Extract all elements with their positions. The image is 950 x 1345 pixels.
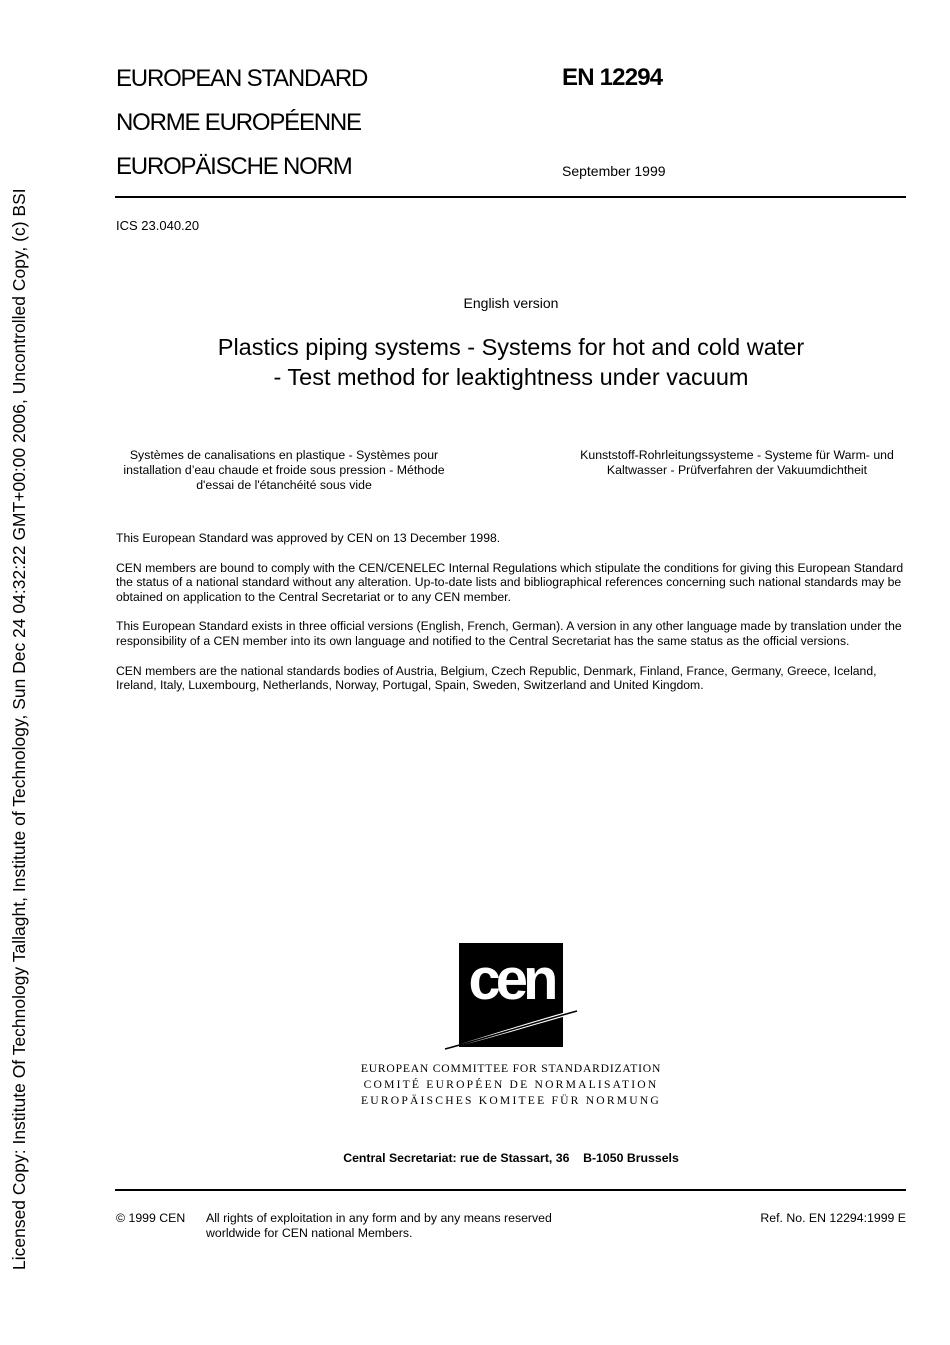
license-watermark: Licensed Copy: Institute Of Technology Tallaght, Institute of Technology, Sun Dec 24 04:32:22 GMT+00:00 2006, Uncontrolled Copy, (c) BSI: [9, 188, 29, 1270]
french-title: Systèmes de canalisations en plastique - Systèmes pour installation d’eau chaude et froide sous pression - Méthode d'essai de l'étanchéité sous vide: [123, 448, 445, 492]
header-divider: [115, 196, 906, 198]
secretariat-address: Central Secretariat: rue de Stassart, 36 B-1050 Brussels: [343, 1151, 679, 1165]
header-title-de: EUROPÄISCHE NORM: [116, 153, 352, 180]
org-name-en: EUROPEAN COMMITTEE FOR STANDARDIZATION: [360, 1062, 662, 1075]
copyright-notice: © 1999 CEN: [116, 1211, 186, 1225]
german-title: Kunststoff-Rohrleitungssysteme - Systeme für Warm- und Kaltwasser - Prüfverfahren der Vakuumdichtheit: [580, 448, 894, 477]
version-label: English version: [463, 295, 559, 311]
header-title-en: EUROPEAN STANDARD: [116, 65, 368, 92]
reference-number: Ref. No. EN 12294:1999 E: [760, 1211, 906, 1225]
rights-statement: All rights of exploitation in any form and by any means reserved worldwide for CEN national Members.: [206, 1211, 552, 1240]
logo-text: cen: [468, 947, 554, 1012]
cen-logo-icon: [443, 943, 579, 1050]
publication-date: September 1999: [562, 163, 666, 179]
document-title: Plastics piping systems - Systems for hot and cold water - Test method for leaktightness under vacuum: [217, 334, 805, 390]
header-title-fr: NORME EUROPÉENNE: [116, 109, 361, 136]
ics-code: ICS 23.040.20: [116, 218, 200, 233]
paragraph-obligations: CEN members are bound to comply with the CEN/CENELEC Internal Regulations which stipulate the conditions for giving this European Standard the status of a national standard without any alteration. Up-to-date lists and bibliographical references concerning such national standards may be obtained on application to the Central Secretariat or to any CEN member.: [116, 560, 904, 604]
approval-text: [116, 531, 906, 708]
org-name-fr: COMITÉ EUROPÉEN DE NORMALISATION: [363, 1078, 659, 1091]
paragraph-versions: This European Standard exists in three official versions (English, French, German). A version in any other language made by translation under the responsibility of a CEN member into its own language and notified to the Central Secretariat has the same status as the official versions.: [116, 619, 902, 648]
paragraph-approval: This European Standard was approved by CEN on 13 December 1998.: [116, 531, 501, 545]
paragraph-members: CEN members are the national standards bodies of Austria, Belgium, Czech Republic, Denmark, Finland, France, Germany, Greece, Iceland, Ireland, Italy, Luxembourg, Netherlands, Norway, Portugal, Spain, Sweden, Switzerland and United Kingdom.: [116, 663, 877, 693]
org-name-de: EUROPÄISCHES KOMITEE FÜR NORMUNG: [360, 1094, 662, 1107]
standard-number: EN 12294: [562, 64, 663, 91]
footer-divider: [115, 1189, 906, 1191]
